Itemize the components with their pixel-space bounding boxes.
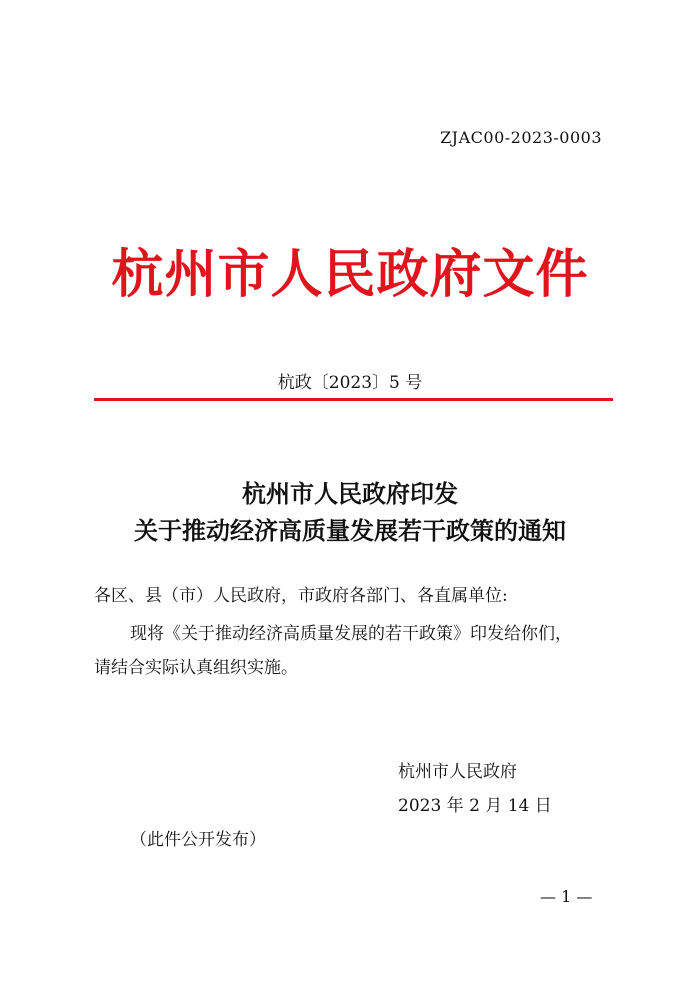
notice-title-line-2: 关于推动经济高质量发展若干政策的通知 bbox=[134, 516, 566, 545]
body-paragraph-line-1: 现将《关于推动经济高质量发展的若干政策》印发给你们， bbox=[130, 624, 572, 644]
issue-number: 杭政〔2023〕5 号 bbox=[277, 373, 423, 393]
page-number: — 1 — bbox=[540, 887, 593, 906]
document-code: ZJAC00-2023-0003 bbox=[440, 128, 602, 147]
signing-date: 2023 年 2 月 14 日 bbox=[398, 796, 552, 816]
addressee: 各区、县（市）人民政府，市政府各部门、各直属单位: bbox=[94, 586, 508, 606]
signatory: 杭州市人民政府 bbox=[398, 762, 517, 782]
body-paragraph-line-2: 请结合实际认真组织实施。 bbox=[94, 658, 298, 678]
red-rule-divider bbox=[94, 398, 613, 401]
notice-title-line-1: 杭州市人民政府印发 bbox=[242, 479, 458, 508]
masthead-title: 杭州市人民政府文件 bbox=[111, 244, 589, 305]
disclosure-note: （此件公开发布） bbox=[130, 830, 266, 850]
